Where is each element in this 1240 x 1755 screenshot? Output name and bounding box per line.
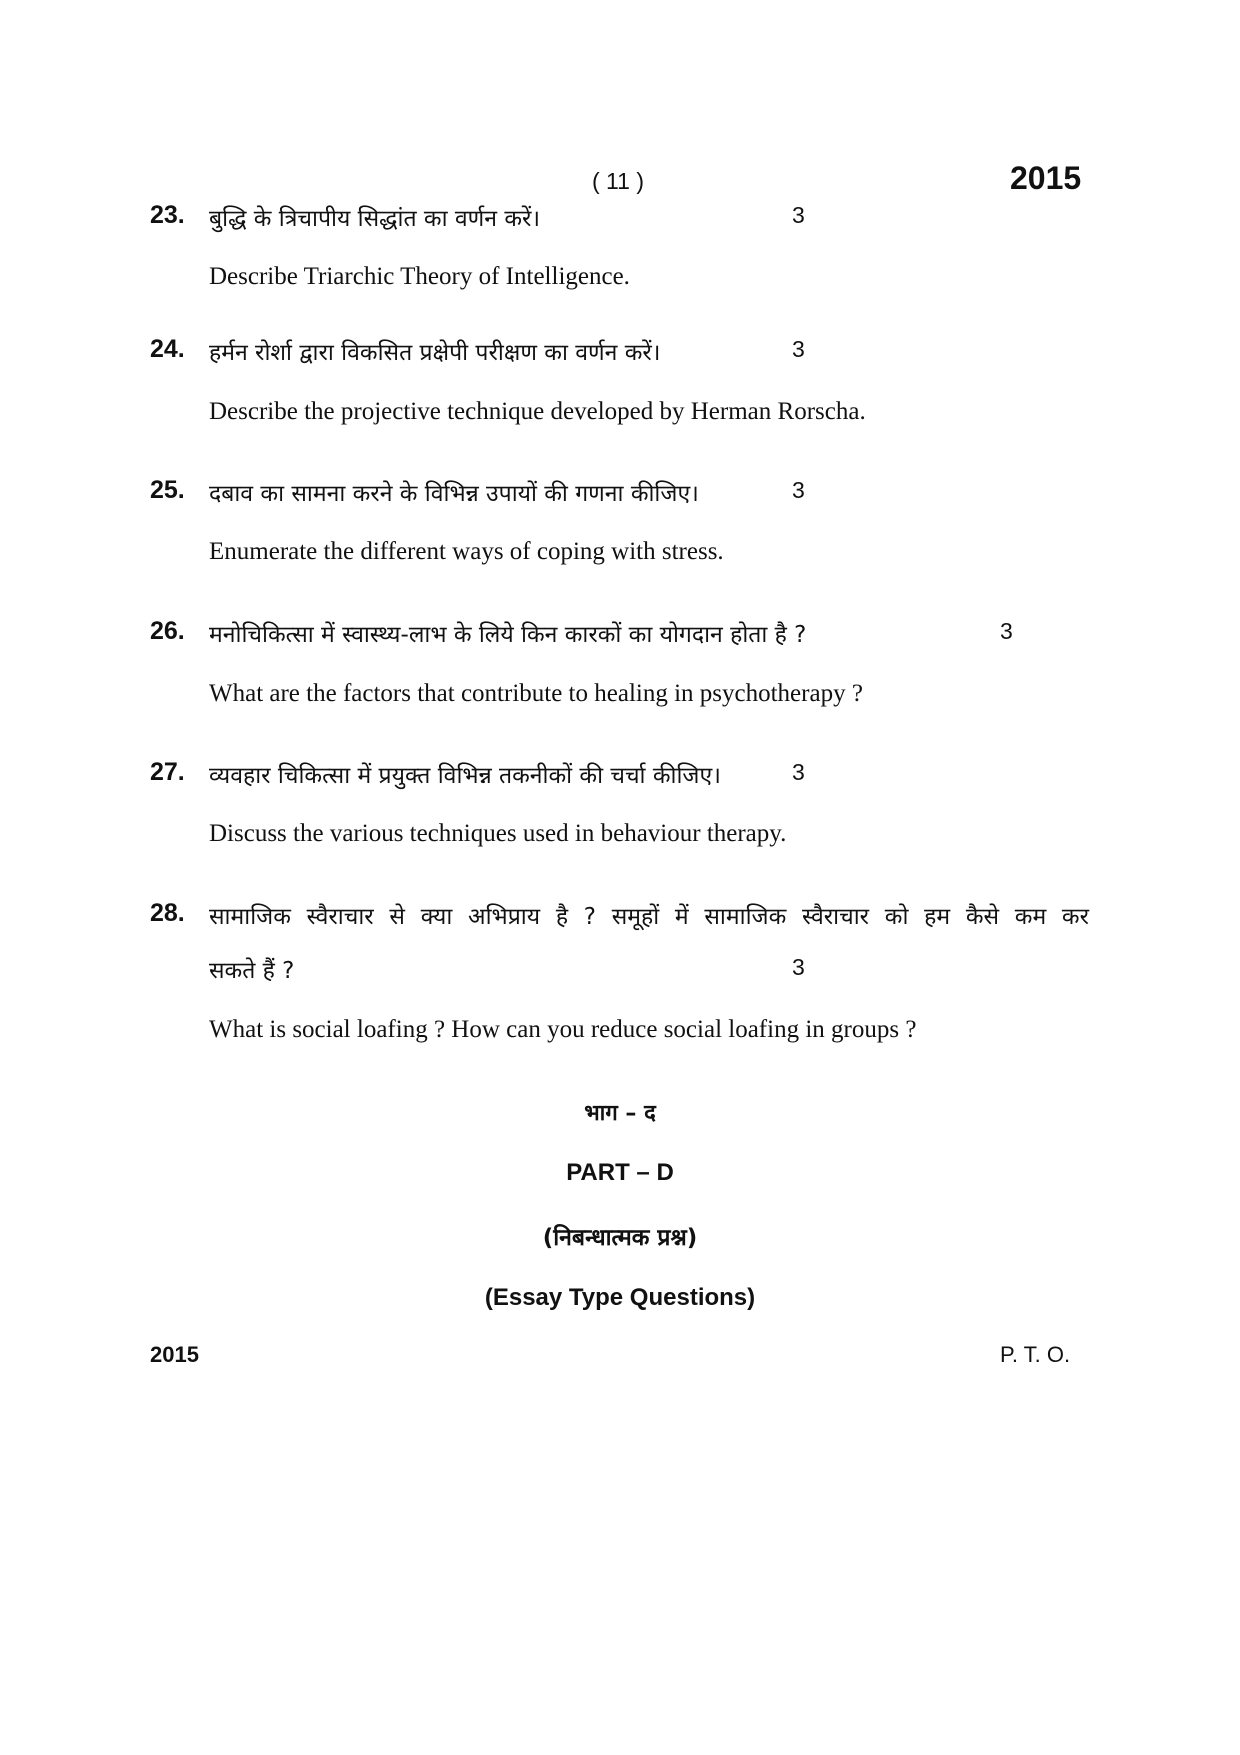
section-title-hindi: भाग – द — [584, 1101, 656, 1126]
question-marks: 3 — [792, 336, 805, 362]
question-hindi: बुद्धि के त्रिचापीय सिद्धांत का वर्णन करें। — [209, 206, 541, 232]
header-year: 2015 — [1010, 160, 1082, 196]
section-subtitle-hindi: (निबन्धात्मक प्रश्न) — [542, 1225, 698, 1251]
question-marks: 3 — [792, 759, 805, 785]
question-hindi-continued: सकते हैं ? — [209, 958, 295, 984]
question-hindi: सामाजिक स्वैराचार से क्या अभिप्राय है ? समूहों में सामाजिक स्वैराचार को हम कैसे कम कर — [209, 904, 1089, 930]
question-english: Describe the projective technique developed by Herman Rorscha. — [209, 398, 866, 425]
question-english: What is social loafing ? How can you reduce social loafing in groups ? — [209, 1016, 917, 1043]
question-hindi: मनोचिकित्सा में स्वास्थ्य-लाभ के लिये किन कारकों का योगदान होता है ? — [209, 622, 807, 648]
question-marks: 3 — [1000, 618, 1013, 644]
page-number: ( 11 ) — [592, 168, 644, 194]
question-english: Enumerate the different ways of coping with stress. — [209, 538, 724, 565]
question-marks: 3 — [792, 954, 805, 980]
question-number: 26. — [150, 617, 185, 645]
question-hindi: दबाव का सामना करने के विभिन्न उपायों की गणना कीजिए। — [209, 481, 699, 507]
question-english: What are the factors that contribute to healing in psychotherapy ? — [209, 680, 863, 707]
question-number: 23. — [150, 201, 185, 229]
section-title: PART – D — [566, 1159, 674, 1186]
question-marks: 3 — [792, 202, 805, 228]
question-number: 24. — [150, 335, 185, 363]
question-hindi: हर्मन रोर्शा द्वारा विकसित प्रक्षेपी परीक्षण का वर्णन करें। — [209, 340, 661, 366]
question-number: 27. — [150, 758, 185, 786]
question-number: 28. — [150, 899, 185, 927]
question-hindi: व्यवहार चिकित्सा में प्रयुक्त विभिन्न तकनीकों की चर्चा कीजिए। — [209, 763, 721, 789]
footer-year: 2015 — [150, 1342, 199, 1367]
question-number: 25. — [150, 476, 185, 504]
section-subtitle: (Essay Type Questions) — [484, 1284, 756, 1311]
footer-pto: P. T. O. — [1000, 1342, 1071, 1367]
question-english: Describe Triarchic Theory of Intelligence. — [209, 263, 630, 290]
question-english: Discuss the various techniques used in behaviour therapy. — [209, 820, 787, 847]
question-marks: 3 — [792, 477, 805, 503]
